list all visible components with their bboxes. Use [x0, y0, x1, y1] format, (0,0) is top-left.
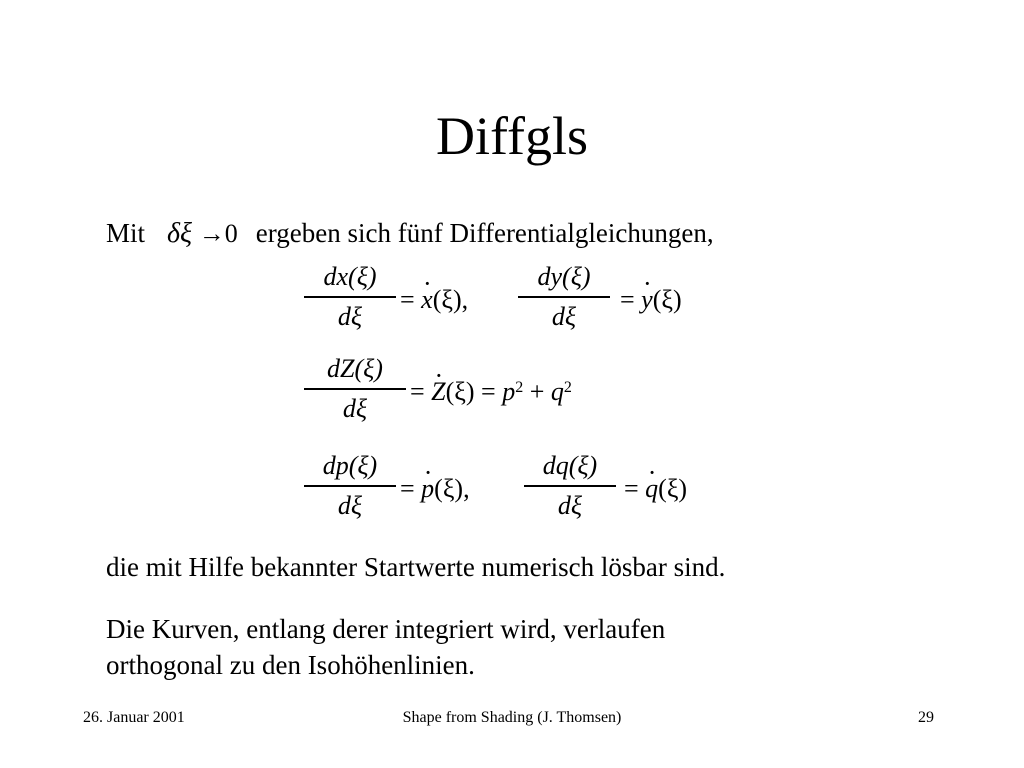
paragraph-line-2: orthogonal zu den Isohöhenlinien.	[106, 650, 475, 680]
footer-date: 26. Januar 2001	[83, 709, 185, 726]
equals-sign: =	[400, 474, 422, 503]
p-exponent: 2	[515, 379, 524, 396]
fraction-bar	[304, 388, 406, 390]
fraction-dx-dxi	[304, 262, 396, 332]
equals-sign: =	[400, 285, 422, 314]
intro-line	[106, 216, 714, 251]
equation-rhs-pdot	[400, 474, 470, 504]
equation-rhs-zdot	[410, 377, 572, 407]
argument: (ξ),	[432, 285, 469, 314]
fraction-denominator: dξ	[342, 393, 368, 423]
p-dot: p ·	[421, 474, 434, 504]
fraction-dZ-dxi	[304, 354, 406, 424]
q-exponent: 2	[563, 379, 572, 396]
fraction-bar	[524, 485, 616, 487]
q-symbol: q	[550, 377, 564, 406]
fraction-denominator: dξ	[337, 490, 363, 520]
equals-sign: =	[620, 285, 642, 314]
equals-sign: =	[410, 377, 432, 406]
fraction-bar	[304, 485, 396, 487]
argument: (ξ)	[658, 474, 688, 503]
fraction-denominator: dξ	[337, 301, 363, 331]
p-symbol: p	[502, 377, 516, 406]
equation-rhs-qdot	[624, 474, 687, 504]
fraction-bar	[304, 296, 396, 298]
intro-prefix: Mit	[106, 218, 146, 248]
slide-title: Diffgls	[435, 106, 588, 166]
fraction-numerator: dx(ξ)	[323, 262, 377, 291]
fraction-bar	[518, 296, 610, 298]
fraction-numerator: dp(ξ)	[322, 451, 378, 480]
equation-rhs-xdot	[400, 285, 468, 315]
argument: (ξ) =	[445, 377, 503, 406]
z-dot: Z ·	[431, 377, 445, 407]
q-dot: q ·	[645, 474, 658, 504]
fraction-numerator: dy(ξ)	[537, 262, 591, 291]
limit-variable: δξ	[167, 218, 193, 249]
fraction-numerator: dZ(ξ)	[327, 354, 383, 383]
fraction-numerator: dq(ξ)	[542, 451, 598, 480]
plus-sign: +	[523, 377, 551, 406]
fraction-dp-dxi	[304, 451, 396, 521]
fraction-dq-dxi	[524, 451, 616, 521]
argument: (ξ),	[434, 474, 470, 503]
intro-suffix: ergeben sich fünf Differentialgleichungen,	[255, 218, 714, 248]
y-dot: y ·	[641, 285, 653, 315]
paragraph-line-1: Die Kurven, entlang derer integriert wird, verlaufen	[106, 614, 666, 644]
argument: (ξ)	[652, 285, 682, 314]
fraction-denominator: dξ	[551, 301, 577, 331]
limit-arrow: →	[198, 219, 225, 248]
equals-sign: =	[624, 474, 646, 503]
solvability-line: die mit Hilfe bekannter Startwerte numerisch lösbar sind.	[106, 552, 726, 582]
limit-target: 0	[224, 219, 238, 248]
page-number: 29	[918, 709, 934, 726]
fraction-denominator: dξ	[557, 490, 583, 520]
fraction-dy-dxi	[518, 262, 610, 332]
x-dot: x ·	[421, 285, 433, 315]
equation-rhs-ydot	[620, 285, 682, 315]
footer-title: Shape from Shading (J. Thomsen)	[402, 709, 622, 726]
